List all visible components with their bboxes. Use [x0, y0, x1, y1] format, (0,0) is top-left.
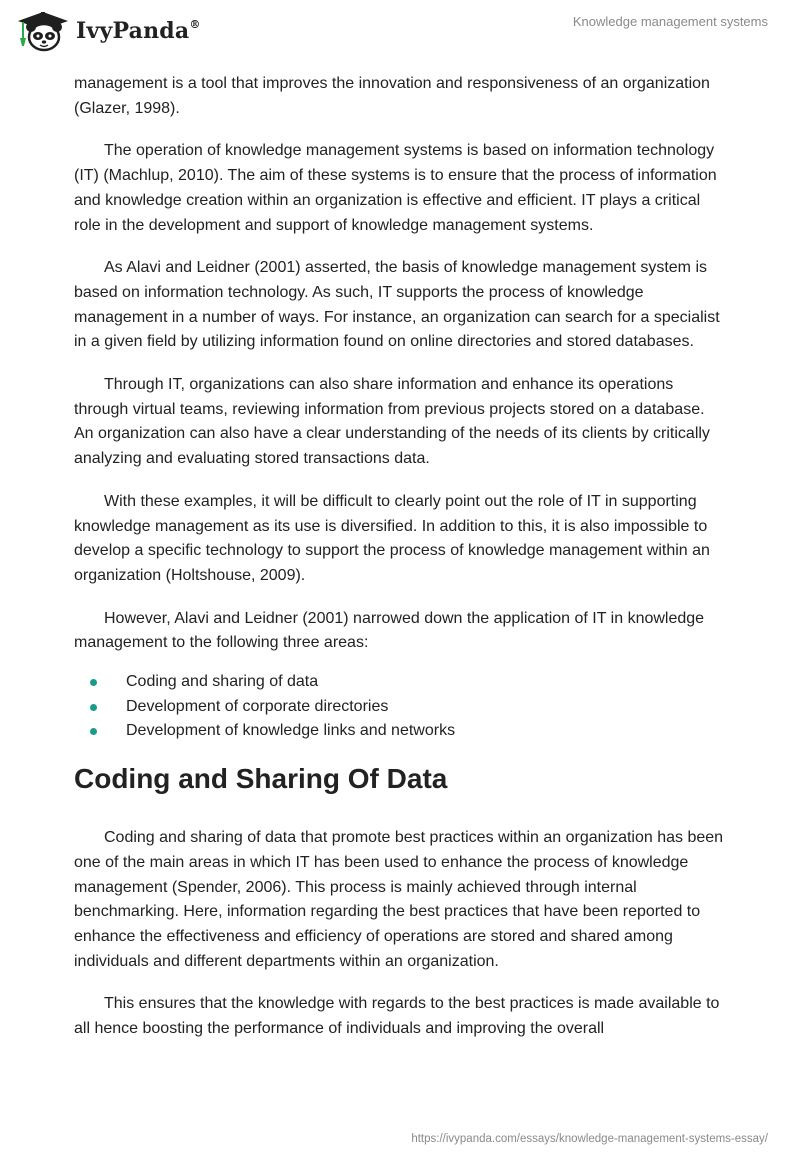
bullet-dot-icon: [90, 679, 97, 686]
list-item-text: Development of knowledge links and networks: [126, 722, 456, 740]
document-title: Knowledge management systems: [572, 14, 768, 29]
paragraph: However, Alavi and Leidner (2001) narrowed down the application of IT in knowledge management to the following three areas:: [74, 609, 705, 652]
paragraph: Coding and sharing of data that promote best practices within an organization has been one of the main areas in which IT has been used to enhance the process of knowledge management (Spender, 2006). This process is mainly achieved through internal benchmarking. Here, information regarding the best practices that have been reported to enhance the effectiveness and efficiency of operations are stored and shared among individuals and different departments within an organization.: [74, 829, 724, 970]
list-item: [74, 695, 726, 720]
section-heading: Coding and Sharing Of Data: [74, 763, 448, 795]
list-item-text: Coding and sharing of data: [126, 673, 319, 691]
bullet-dot-icon: [90, 704, 97, 711]
list-item-text: Development of corporate directories: [126, 697, 389, 715]
ivypanda-logo[interactable]: [14, 10, 201, 52]
source-url: https://ivypanda.com/essays/knowledge-management-systems-essay/: [411, 1133, 768, 1145]
paragraph: Through IT, organizations can also share information and enhance its operations through virtual teams, reviewing information from previous projects stored on a database. An organization can also have a clear understanding of the needs of its clients by critically analyzing and evaluating stored transactions data.: [74, 376, 710, 468]
bullet-list: [74, 670, 726, 744]
paragraph: As Alavi and Leidner (2001) asserted, the basis of knowledge management system is based on information technology. As such, IT supports the process of knowledge management in a number of ways. For instance, an organization can search for a specialist in a given field by utilizing information found on online directories and stored databases.: [74, 259, 720, 351]
list-item: [74, 670, 726, 695]
brand-name: IvyPanda®: [76, 17, 201, 44]
bullet-dot-icon: [90, 728, 97, 735]
essay-body: [74, 72, 726, 1060]
paragraph: With these examples, it will be difficult to clearly point out the role of IT in supporting knowledge management as its use is diversified. In addition to this, it is also impossible to develop a specific technology to support the process of knowledge management within an organization (Holtshouse, 2009).: [74, 492, 710, 584]
page-header: [0, 0, 800, 70]
paragraph: management is a tool that improves the innovation and responsiveness of an organization (Glazer, 1998).: [74, 75, 710, 117]
list-item: [74, 719, 726, 744]
paragraph: The operation of knowledge management systems is based on information technology (IT) (Machlup, 2010). The aim of these systems is to ensure that the process of information and knowledge creation within an organization is effective and efficient. IT plays a critical role in the development and support of knowledge management systems.: [74, 142, 717, 234]
panda-graduate-logo-icon: [14, 10, 72, 52]
paragraph: This ensures that the knowledge with regards to the best practices is made available to all hence boosting the performance of individuals and improving the overall: [74, 995, 720, 1038]
registered-mark: ®: [189, 17, 201, 31]
